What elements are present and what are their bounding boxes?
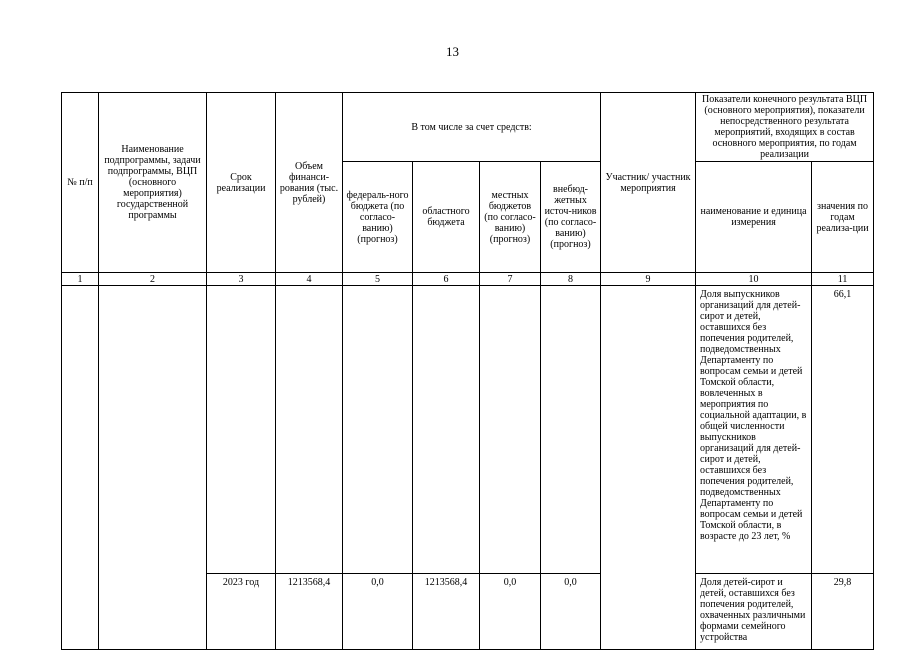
- header-participant: Участник/ участник мероприятия: [601, 93, 696, 273]
- header-federal: федераль-ного бюджета (по согласо-ванию) (прогноз): [343, 162, 413, 273]
- row-extra: [541, 286, 601, 574]
- row-federal: 0,0: [343, 574, 413, 650]
- header-row-1: [62, 93, 874, 162]
- table-row: [62, 286, 874, 574]
- column-number: 6: [413, 273, 480, 286]
- row-period: [207, 286, 276, 574]
- row-indicator-value: 29,8: [812, 574, 874, 650]
- column-number: 7: [480, 273, 541, 286]
- row-num: [62, 286, 99, 650]
- header-indicator-name: наименование и единица измерения: [696, 162, 812, 273]
- column-numbers-row: [62, 273, 874, 286]
- column-number: 3: [207, 273, 276, 286]
- row-regional: [413, 286, 480, 574]
- column-number: 1: [62, 273, 99, 286]
- row-name: [99, 286, 207, 650]
- row-participant: [601, 286, 696, 650]
- row-local: 0,0: [480, 574, 541, 650]
- row-total: [276, 286, 343, 574]
- column-number: 2: [99, 273, 207, 286]
- header-funds-group: В том числе за счет средств:: [343, 93, 601, 162]
- row-period: 2023 год: [207, 574, 276, 650]
- financing-table: [61, 92, 874, 650]
- column-number: 4: [276, 273, 343, 286]
- column-number: 10: [696, 273, 812, 286]
- column-number: 8: [541, 273, 601, 286]
- row-local: [480, 286, 541, 574]
- row-indicator: Доля детей-сирот и детей, оставшихся без попечения родителей, охваченных различными формами семейного устройства: [696, 574, 812, 650]
- header-name: Наименование подпрограммы, задачи подпрограммы, ВЦП (основного мероприятия) государственной программы: [99, 93, 207, 273]
- row-indicator-value: 66,1: [812, 286, 874, 574]
- page-number: 13: [446, 44, 459, 59]
- column-number: 5: [343, 273, 413, 286]
- row-federal: [343, 286, 413, 574]
- header-period: Срок реализации: [207, 93, 276, 273]
- row-extra: 0,0: [541, 574, 601, 650]
- row-indicator: Доля выпускников организаций для детей-сирот и детей, оставшихся без попечения родителей, подведомственных Департаменту по вопросам семьи и детей Томской области, вовлеченных в мероприятия по социальной адаптации, в общей численности выпускников организаций для детей-сирот и детей, оставшихся без попечения родителей, подведомственных Департаменту по вопросам семьи и детей Томской области, в возрасте до 23 лет, %: [696, 286, 812, 574]
- row-regional: 1213568,4: [413, 574, 480, 650]
- header-indicators-group: Показатели конечного результата ВЦП (основного мероприятия), показатели непосредственного результата мероприятий, входящих в состав основного мероприятия, по годам реализации: [696, 93, 874, 162]
- column-number: 11: [812, 273, 874, 286]
- row-total: 1213568,4: [276, 574, 343, 650]
- header-indicator-value: значения по годам реализа-ции: [812, 162, 874, 273]
- column-number: 9: [601, 273, 696, 286]
- header-local: местных бюджетов (по согласо-ванию) (прогноз): [480, 162, 541, 273]
- header-regional: областного бюджета: [413, 162, 480, 273]
- header-total: Объем финанси-рования (тыс. рублей): [276, 93, 343, 273]
- header-extra: внебюд-жетных источ-ников (по согласо-ванию) (прогноз): [541, 162, 601, 273]
- header-num: № п/п: [62, 93, 99, 273]
